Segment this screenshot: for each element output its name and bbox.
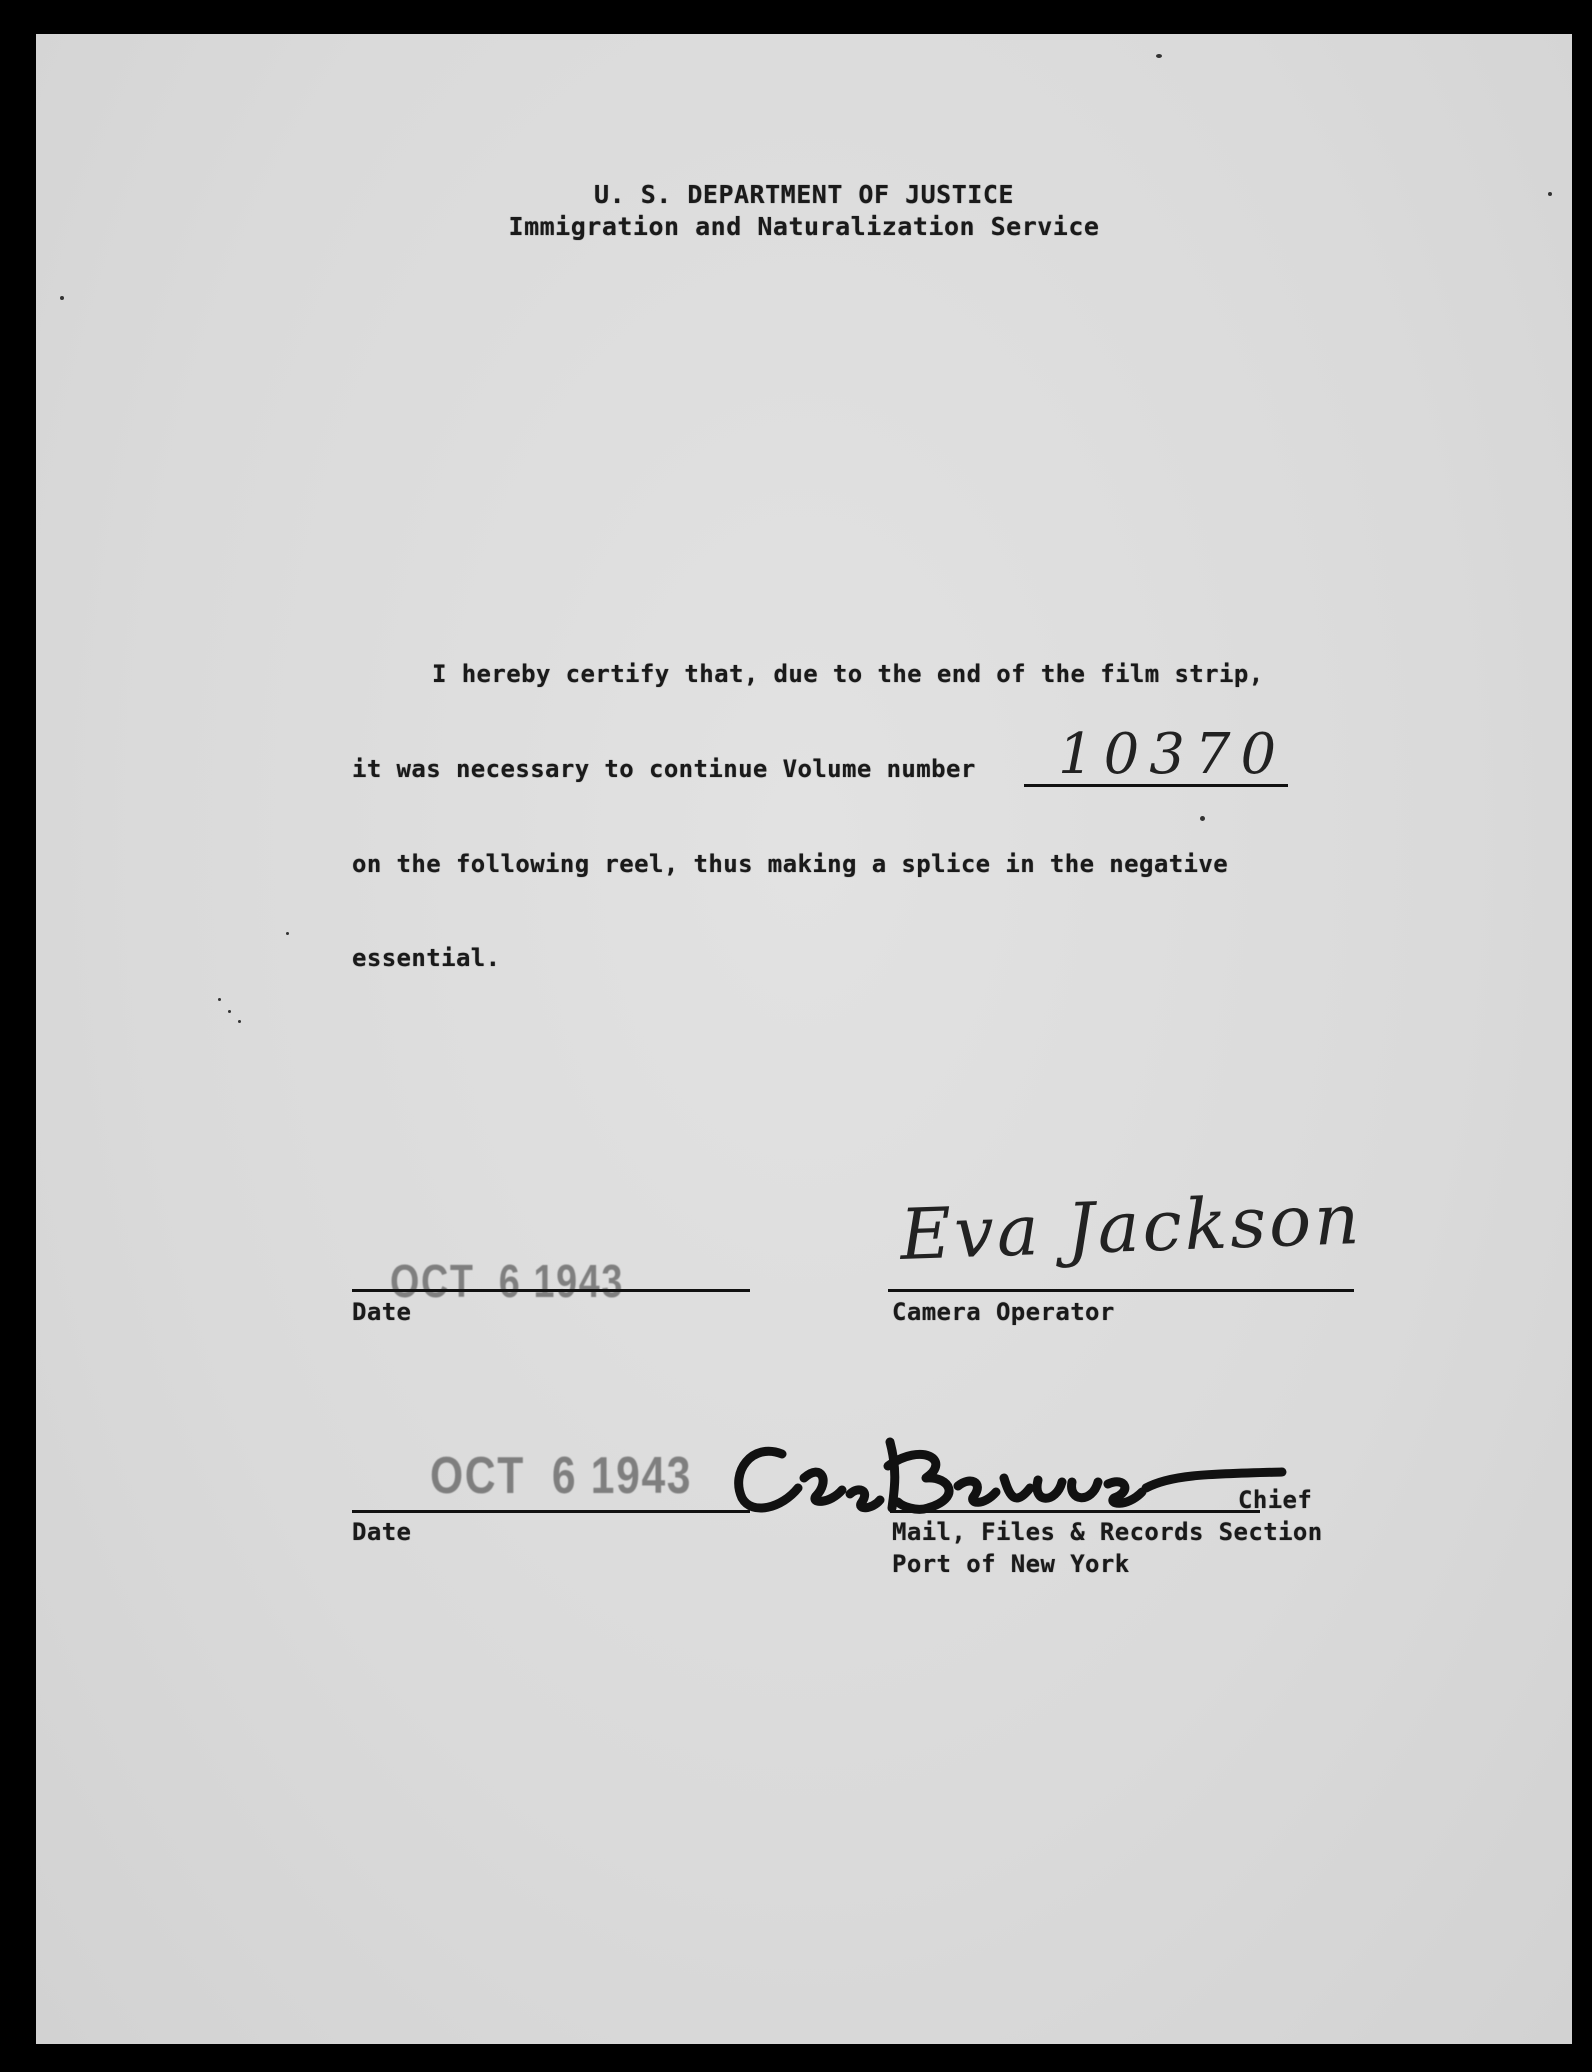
agency-heading: U. S. DEPARTMENT OF JUSTICE — [594, 180, 1014, 209]
scan-speck — [218, 998, 221, 1001]
operator-signature: Eva Jackson — [898, 1177, 1364, 1277]
certification-line-1: I hereby certify that, due to the end of the film strip, — [432, 660, 1264, 688]
operator-date-stamp: OCT 6 1943 — [390, 1255, 624, 1307]
operator-date-line — [352, 1289, 750, 1292]
certification-line-2: it was necessary to continue Volume number — [352, 755, 976, 783]
chief-date-label: Date — [352, 1518, 412, 1546]
scan-speck — [1200, 816, 1205, 821]
certification-line-3: on the following reel, thus making a splice in the negative — [352, 850, 1229, 878]
scan-speck — [238, 1020, 241, 1023]
scan-speck — [1156, 54, 1162, 58]
document-page — [36, 34, 1572, 2044]
operator-title: Camera Operator — [892, 1298, 1115, 1326]
chief-date-stamp: OCT 6 1943 — [430, 1447, 693, 1505]
chief-date-line — [352, 1510, 750, 1513]
scan-speck — [1548, 192, 1552, 196]
scan-speck — [286, 932, 289, 935]
scan-speck — [228, 1010, 231, 1013]
operator-date-label: Date — [352, 1298, 412, 1326]
certification-line-4: essential. — [352, 944, 501, 972]
chief-signature-line — [890, 1510, 1260, 1513]
service-heading: Immigration and Naturalization Service — [508, 212, 1100, 241]
chief-section-title: Mail, Files & Records Section — [892, 1518, 1323, 1546]
chief-title: Chief — [1238, 1486, 1313, 1514]
volume-number-handwritten: 10370 — [1058, 722, 1287, 787]
chief-signature — [712, 1412, 1312, 1522]
operator-signature-line — [888, 1289, 1354, 1292]
chief-port-title: Port of New York — [892, 1550, 1130, 1578]
scan-speck — [60, 296, 64, 300]
